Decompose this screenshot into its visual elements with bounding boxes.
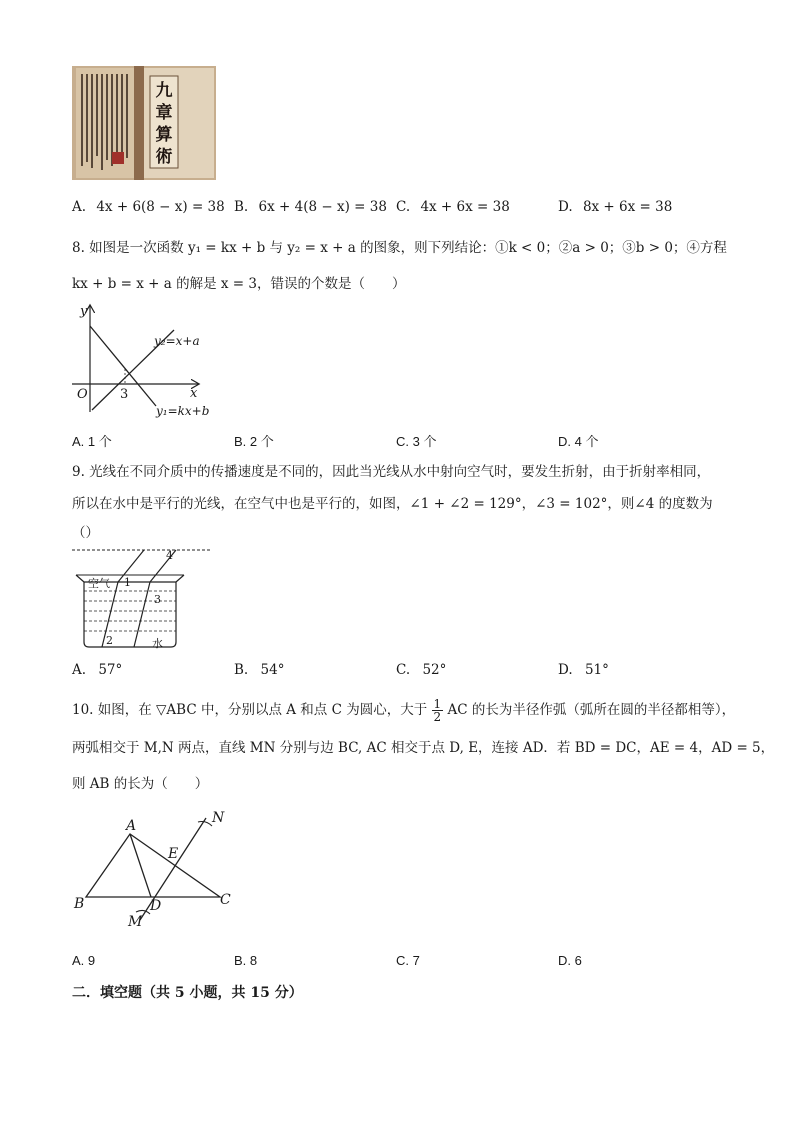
angle-2-label: 2 xyxy=(106,634,113,647)
q8-figure xyxy=(70,300,220,422)
q7-option-c[interactable]: C. 4x + 6x = 38 xyxy=(396,199,510,215)
water-lines xyxy=(84,591,176,631)
q10-stem-line2: 两弧相交于 M,N 两点，直线 MN 分别与边 BC, AC 相交于点 D, E，连接 AD．若 BD = DC，AE = 4，AD = 5， xyxy=(72,740,775,756)
y-axis-label: y xyxy=(80,304,88,319)
point-e-label: E xyxy=(168,846,179,862)
angle-1-label: 1 xyxy=(124,576,131,589)
water-label: 水 xyxy=(152,638,163,650)
book-photo xyxy=(72,66,216,180)
q10-triangle-diagram xyxy=(70,808,240,936)
q10-option-d[interactable]: D. 6 xyxy=(558,953,582,968)
q10-option-b[interactable]: B. 8 xyxy=(234,953,258,968)
q7-option-a[interactable]: A. 4x + 6(8 − x) = 38 xyxy=(72,199,225,215)
x-axis-label: x xyxy=(190,386,198,401)
q9-options xyxy=(72,662,732,682)
q7-options xyxy=(72,199,732,219)
q10-options xyxy=(72,953,732,973)
q8-options xyxy=(72,431,732,451)
point-n-label: N xyxy=(212,810,225,826)
vertex-b-label: B xyxy=(74,896,85,912)
fraction-one-half: $\frac{1}{2}$ xyxy=(433,697,442,724)
tick-3-label: 3 xyxy=(120,387,129,402)
q8-stem-line1: 8. 如图是一次函数 y₁ = kx + b 与 y₂ = x + a 的图象，则下列结论：①k < 0；②a > 0；③b > 0；④方程 xyxy=(72,240,727,256)
origin-label: O xyxy=(77,387,88,402)
segment-ad xyxy=(130,834,151,897)
q10-stem-line3: 则 AB 的长为（ ） xyxy=(72,776,209,792)
section-2-title: 二．填空题（共 5 小题，共 15 分） xyxy=(72,985,303,1001)
air-label: 空气 xyxy=(88,578,110,590)
q9-figure xyxy=(70,544,215,652)
q9-stem-line2: 所以在水中是平行的光线，在空气中也是平行的，如图，∠1 + ∠2 = 129°，∠3 = 102°，则∠4 的度数为 xyxy=(72,496,713,512)
q9-stem-line3: （） xyxy=(72,525,99,541)
q8-option-b[interactable]: B. 2 个 xyxy=(234,434,274,449)
q10-option-a[interactable]: A. 9 xyxy=(72,953,96,968)
q9-option-a[interactable]: A. 57° xyxy=(72,662,123,678)
q8-option-c[interactable]: C. 3 个 xyxy=(396,434,437,449)
q7-option-d[interactable]: D. 8x + 6x = 38 xyxy=(558,199,673,215)
line-y2-label: y₂=x+a xyxy=(154,334,200,348)
q8-stem-line2: kx + b = x + a 的解是 x = 3，错误的个数是（ ） xyxy=(72,276,406,292)
angle-4-label: 4 xyxy=(166,549,173,562)
triangle-abc xyxy=(86,834,220,897)
vertex-c-label: C xyxy=(220,892,231,908)
q9-stem-line1: 9. 光线在不同介质中的传播速度是不同的，因此当光线从水中射向空气时，要发生折射，由于折射率相同， xyxy=(72,464,711,480)
q10-figure xyxy=(70,808,240,936)
line-y1-label: y₁=kx+b xyxy=(156,404,210,418)
q10-stem-line1: 10. 如图，在 ▽ABC 中，分别以点 A 和点 C 为圆心，大于 $\frac{1}{2}$ AC 的长为半径作弧（弧所在圆的半径都相等）， xyxy=(72,697,736,724)
q9-beaker-diagram xyxy=(70,544,215,652)
book-title-char: 九 xyxy=(155,81,173,101)
q8-option-a[interactable]: A. 1 个 xyxy=(72,434,112,449)
book-title-char: 算 xyxy=(155,125,173,145)
q9-option-c[interactable]: C. 52° xyxy=(396,662,447,678)
point-d-label: D xyxy=(150,898,162,914)
q9-option-b[interactable]: B. 54° xyxy=(234,662,285,678)
q8-option-d[interactable]: D. 4 个 xyxy=(558,434,599,449)
point-m-label: M xyxy=(128,914,143,930)
q10-option-c[interactable]: C. 7 xyxy=(396,953,420,968)
book-illustration xyxy=(72,66,216,180)
vertex-a-label: A xyxy=(126,818,137,834)
q9-option-d[interactable]: D. 51° xyxy=(558,662,609,678)
q7-option-b[interactable]: B. 6x + 4(8 − x) = 38 xyxy=(234,199,387,215)
angle-3-label: 3 xyxy=(154,593,161,606)
book-title-char: 章 xyxy=(155,103,173,123)
book-title-char: 術 xyxy=(155,147,173,167)
